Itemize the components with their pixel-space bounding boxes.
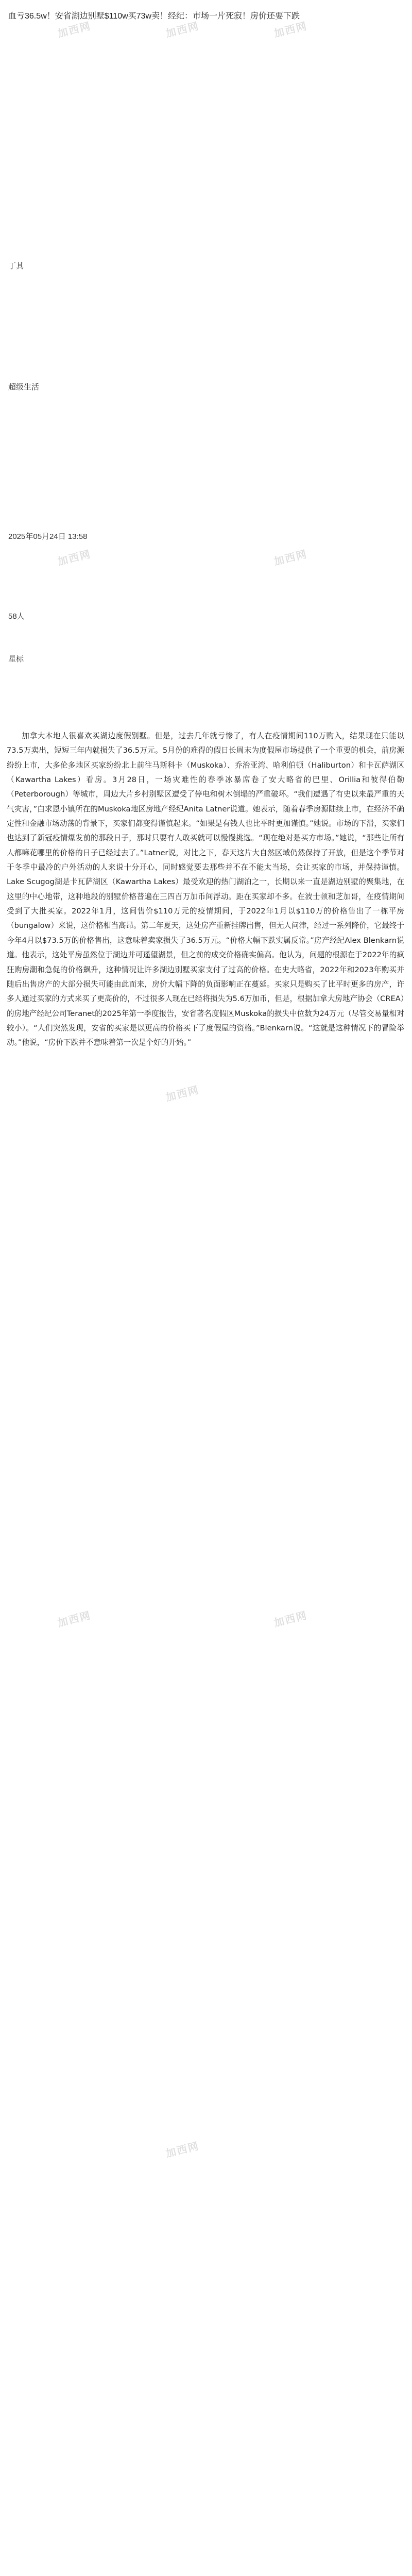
publish-date: 2025年05月24日 13:58 (8, 532, 88, 541)
watermark: 加西网 (56, 1608, 93, 1630)
column-name: 超级生活 (8, 383, 40, 392)
article-body: 加拿大本地人很喜欢买湖边度假别墅。但是，过去几年就亏惨了，有人在疫情期间110万购入，结果现在只能以73.5万卖出，短短三年内就损失了36.5万元。5月份的难得的假日长周末为度假屋市场提供了一个重要的机会，前房源纷纷上市，大多伦多地区买家纷纷北上前往马斯科卡（Muskoka）、乔治亚湾、哈利伯顿（Haliburton）和卡瓦萨湖区（Kawartha Lakes）看房。3月28日，一场灾难性的春季冰暴席卷了安大略省的巴里、Orillia和彼得伯勒（Peterborough）等城市，周边大片乡村别墅区遭受了停电和树木倒塌的严重破坏。“我们遭遇了有史以来最严重的天气灾害，”白求恩小镇所在的Muskoka地区房地产经纪Anita Latner说道。她表示，随着春季房源陆续上市，在经济不确定性和金融市场动荡的背景下，买家们都变得谨慎起来。“如果是有钱人也比平时更加谨慎。”她说。市场的下滑，买家们也达到了新冠疫情爆发前的那段日子，那时只要有人敢买就可以慢慢挑选。“现在绝对是买方市场。”她说，“那些让所有人都嘛花哪里的价格的日子已经过去了。”Latner说，对比之下，春天这片大自然区域仍然保持了开放，但是这个季节对于冬季中最冷的户外活动的人来说十分开心，同时感觉要去那些并不在不能太当场，会让买家的市场，并保持谨慎。Lake Scugog湖是卡瓦萨湖区（Kawartha Lakes）最受欢迎的热门湖泊之一，长期以来一直是湖边别墅的聚集地，在这里的中心地带，这种地段的别墅价格普遍在三四百万加币间浮动。距在买家却不多。在波士顿和芝加哥，在疫情期间受到了大批买家。2022年1月，这间售价$110万元的疫情期间，于2022年1月以$110万的价格售出了一栋平房（bungalow）来说，这价格相当高昂。第二年夏天，这处房产重新挂牌出售，但无人问津，经过一系列降价，它最终于今年4月以$73.5万的价格售出，这意味着卖家损失了36.5万元。“价格大幅下跌实属反常。”房产经纪Alex Blenkarn说道。他表示，这处平房虽然位于湖边并可遥望湖景，但之前的成交价格确实偏高。他认为，问题的根源在于2022年的疯狂购房潮和急促的价格飙升，这种情况让许多湖边别墅买家支付了过高的价格。在史大略省，2022年和2023年购买并随后出售房产的大部分损失可能由此而来，房价大幅下降的负面影响正在蔓延。买家只是购买了比平时更多的房产，许多人通过买家的方式来买了更高价的，不过很多人现在已经将损失为5.6万加币，但是，根据加拿大房地产协会（CREA）的房地产经纪公司Teranet的2025年第一季度报告，安省著名度假区Muskoka的损失中位数为24万元（尽管交易量相对较小）。“人们突然发现，安省的买家是以更高的价格买下了度假屋的资格。”Blenkarn说。“这就是这种情况下的冒险举动。”他说，“房价下跌并不意味着第一次是个好的开始。” (7, 732, 404, 1047)
star-rating-label: 星标 (8, 655, 24, 664)
watermark: 加西网 (56, 547, 93, 568)
watermark: 加西网 (272, 19, 309, 40)
view-count: 58人 (8, 612, 25, 621)
watermark: 加西网 (164, 1083, 201, 1104)
watermark: 加西网 (164, 19, 201, 40)
author-name: 丁其 (8, 262, 24, 270)
watermark: 加西网 (164, 2139, 201, 2160)
watermark: 加西网 (272, 1608, 309, 1630)
watermark: 加西网 (56, 19, 93, 40)
article-title: 血亏36.5w！安省湖边别墅$110w买73w卖！经纪：市场一片死寂！房价还要下跌 (8, 12, 300, 21)
watermark: 加西网 (272, 547, 309, 568)
